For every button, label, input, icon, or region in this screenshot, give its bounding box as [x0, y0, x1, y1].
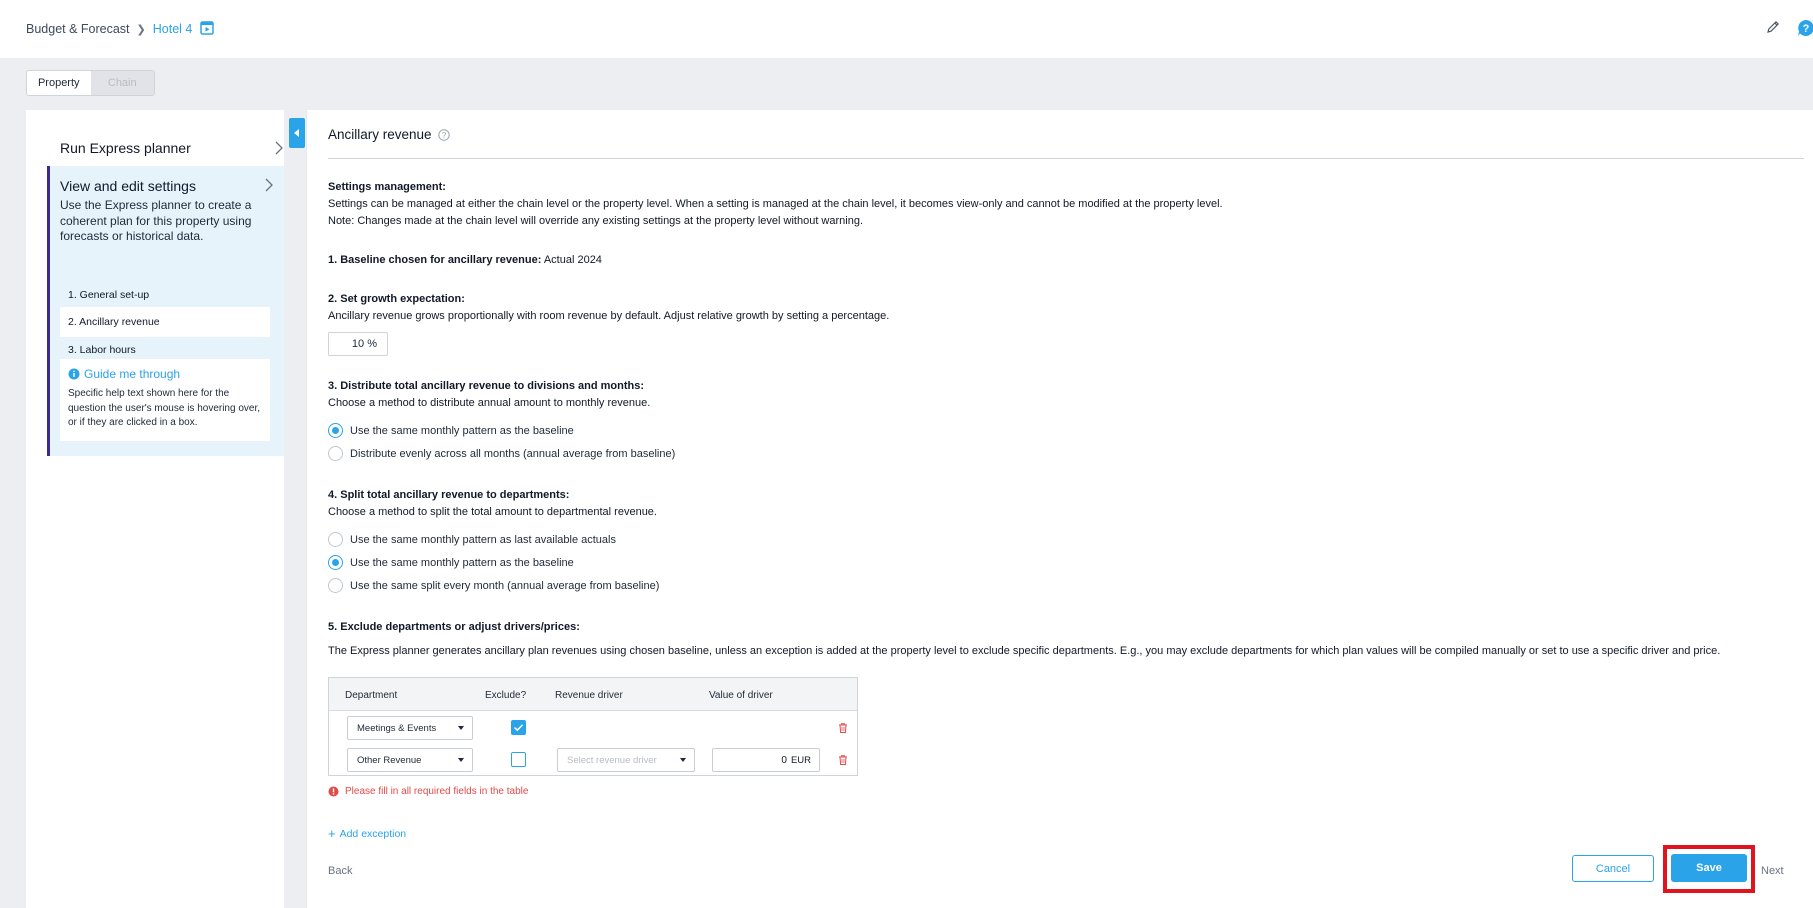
caret-down-icon — [458, 758, 464, 762]
tab-chain[interactable]: Chain — [107, 77, 137, 89]
section-2-label: 2. Set growth expectation: — [328, 293, 465, 305]
breadcrumb-root[interactable]: Budget & Forecast — [26, 22, 130, 36]
radio-unselected[interactable] — [328, 446, 343, 461]
view-edit-settings-description: Use the Express planner to create a coherent plan for this property using forecasts or historical data. — [60, 198, 252, 243]
back-button[interactable]: Back — [328, 865, 353, 877]
caret-down-icon — [680, 758, 686, 762]
help-chat-icon[interactable] — [1797, 19, 1813, 37]
exceptions-table — [328, 677, 858, 776]
baseline-value: Actual 2024 — [543, 254, 602, 266]
exclude-checkbox-checked[interactable] — [511, 720, 526, 735]
exclude-checkbox-unchecked[interactable] — [511, 752, 526, 767]
department-value: Other Revenue — [357, 754, 422, 766]
driver-value-input[interactable] — [712, 748, 820, 772]
driver-value: 0 — [781, 754, 787, 766]
currency-unit: EUR — [790, 754, 811, 766]
radio-selected[interactable] — [328, 423, 343, 438]
s4-option-same-baseline[interactable] — [328, 555, 574, 570]
trash-icon[interactable] — [837, 722, 849, 734]
settings-line-2: Note: Changes made at the chain level will override any existing settings at the property level without warning. — [328, 215, 864, 227]
guide-box — [60, 359, 270, 441]
department-value: Meetings & Events — [357, 722, 437, 734]
error-text: Please fill in all required fields in the table — [345, 786, 529, 797]
growth-percentage-input[interactable]: 10 % — [328, 332, 388, 356]
radio-label: Use the same monthly pattern as last available actuals — [350, 533, 616, 546]
page-title — [328, 127, 450, 142]
run-express-planner-label: Run Express planner — [60, 140, 191, 156]
header-value-of-driver: Value of driver — [709, 690, 773, 701]
cancel-button[interactable]: Cancel — [1572, 855, 1654, 882]
check-icon — [512, 721, 525, 734]
section-5-label: 5. Exclude departments or adjust drivers/prices: — [328, 621, 580, 633]
revenue-driver-select[interactable] — [557, 748, 695, 772]
chevron-right-icon — [274, 141, 284, 155]
save-button[interactable]: Save — [1671, 854, 1747, 882]
next-button[interactable]: Next — [1761, 865, 1784, 877]
s4-option-same-split[interactable] — [328, 578, 659, 593]
pencil-icon[interactable] — [1765, 19, 1781, 35]
header-department: Department — [345, 690, 398, 701]
section-4-description: Choose a method to split the total amount to departmental revenue. — [328, 506, 657, 518]
page-title-text: Ancillary revenue — [328, 127, 432, 142]
radio-label: Distribute evenly across all months (annual average from baseline) — [350, 447, 676, 460]
header-exclude: Exclude? — [485, 690, 527, 701]
view-edit-settings-title[interactable]: View and edit settings — [60, 178, 196, 194]
table-header — [329, 678, 857, 711]
step-general-setup[interactable]: 1. General set-up — [68, 289, 150, 301]
top-bar — [0, 0, 1813, 58]
settings-heading: Settings management: — [328, 181, 446, 193]
section-5-description: The Express planner generates ancillary plan revenues using chosen baseline, unless an exception is added at the property level to exclude specific departments. E.g., you may exclude departments for which plan values will be compiled manually or set to use a specific driver and price. — [328, 645, 1721, 657]
main-panel — [306, 110, 1813, 908]
video-icon[interactable] — [200, 21, 214, 35]
divider — [328, 158, 1804, 159]
section-3-description: Choose a method to distribute annual amount to monthly revenue. — [328, 397, 651, 409]
section-1-label: 1. Baseline chosen for ancillary revenue: — [328, 254, 542, 266]
guide-me-through[interactable] — [68, 367, 262, 381]
chevron-right-icon — [264, 178, 274, 192]
chevron-right-icon: ❯ — [136, 23, 146, 36]
radio-unselected[interactable] — [328, 578, 343, 593]
step-ancillary-revenue[interactable]: 2. Ancillary revenue — [60, 307, 270, 337]
breadcrumb — [26, 22, 192, 36]
s3-option-same-pattern[interactable] — [328, 423, 574, 438]
add-exception-button[interactable] — [328, 826, 406, 841]
svg-text:?: ? — [441, 130, 446, 140]
section-3-label: 3. Distribute total ancillary revenue to divisions and months: — [328, 380, 645, 392]
step-labor-hours[interactable]: 3. Labor hours — [68, 344, 136, 356]
section-1 — [328, 254, 602, 266]
header-revenue-driver: Revenue driver — [555, 690, 623, 701]
guide-title: Guide me through — [84, 367, 181, 381]
radio-selected[interactable] — [328, 555, 343, 570]
department-select[interactable] — [347, 716, 473, 740]
scope-tabs — [26, 70, 155, 96]
tab-property[interactable]: Property — [27, 71, 91, 95]
radio-label: Use the same monthly pattern as the baseline — [350, 424, 574, 437]
caret-down-icon — [458, 726, 464, 730]
s4-option-last-actuals[interactable] — [328, 532, 616, 547]
question-circle-icon[interactable] — [438, 129, 450, 141]
radio-label: Use the same split every month (annual average from baseline) — [350, 579, 660, 592]
department-select[interactable] — [347, 748, 473, 772]
caret-left-icon — [294, 129, 300, 137]
view-edit-settings-panel — [47, 166, 284, 456]
trash-icon[interactable] — [837, 754, 849, 766]
radio-unselected[interactable] — [328, 532, 343, 547]
svg-text:?: ? — [1802, 23, 1810, 35]
breadcrumb-current[interactable]: Hotel 4 — [152, 22, 193, 36]
revenue-driver-placeholder: Select revenue driver — [567, 754, 657, 766]
sidebar — [26, 110, 284, 908]
info-icon — [68, 368, 80, 380]
add-exception-label: Add exception — [339, 827, 407, 840]
guide-text: Specific help text shown here for the question the user's mouse is hovering over, or if they are clicked in a box. — [68, 388, 261, 428]
collapse-sidebar-button[interactable] — [289, 118, 305, 148]
plus-icon: + — [328, 826, 336, 841]
section-2-description: Ancillary revenue grows proportionally with room revenue by default. Adjust relative growth by setting a percentage. — [328, 310, 890, 322]
table-error-message — [328, 786, 528, 797]
error-icon — [328, 786, 339, 797]
settings-line-1: Settings can be managed at either the chain level or the property level. When a setting is managed at the chain level, it becomes view-only and cannot be modified at the property level. — [328, 198, 1223, 210]
section-4-label: 4. Split total ancillary revenue to departments: — [328, 489, 570, 501]
radio-label: Use the same monthly pattern as the baseline — [350, 556, 574, 569]
s3-option-distribute-evenly[interactable] — [328, 446, 675, 461]
run-express-planner-item[interactable] — [60, 140, 284, 156]
